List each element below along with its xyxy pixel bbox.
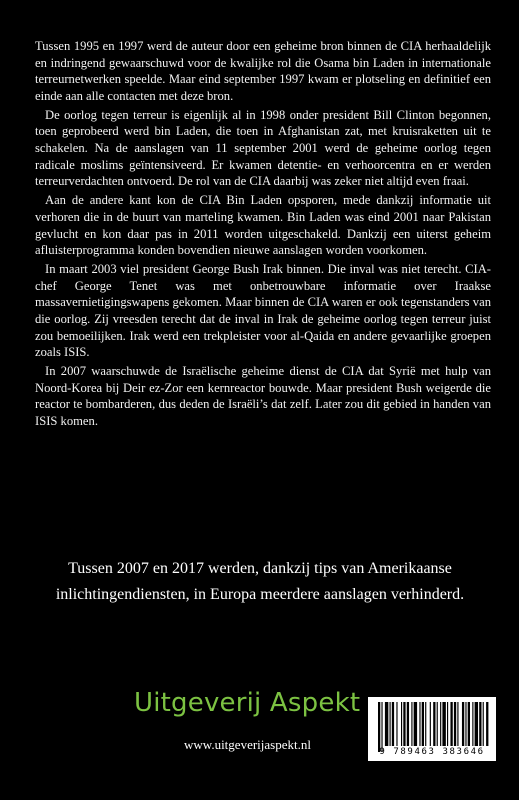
paragraph-2: De oorlog tegen terreur is eigenlijk al in 1998 onder president Bill Clinton begonnen, toen geprobeerd werd bin Laden, die toen in Afghanistan zat, met kruisraketten uit te schakelen. Na de aanslagen van 11 september 2001 werd de geheime oorlog tegen radicale moslims geïntensiveerd. Er kwamen detentie- en verhoorcentra en er werden terreurverdachten ontvoerd. De rol van de CIA daarbij was zeker niet altijd even fraai. [35,107,491,189]
paragraph-5: In 2007 waarschuwde de Israëlische geheime dienst de CIA dat Syrië met hulp van Noord-Korea bij Deir ez-Zor een kernreactor bouwde. Maar president Bush weigerde die reactor te bombarderen, dus deden de Israëli’s dat zelf. Later zou dit gebied in handen van ISIS komen. [35,364,491,429]
publisher-logo: Uitgeverij Aspekt [134,688,361,718]
publisher-url: www.uitgeverijaspekt.nl [184,737,311,752]
paragraph-1: Tussen 1995 en 1997 werd de auteur door een geheime bron binnen de CIA herhaaldelijk en indringend gewaarschuwd voor de kwalijke rol die Osama bin Laden in internationale terreurnetwerken speelde. Maar eind september 1997 kwam er plotseling en definitief een einde aan alle contacten met deze bron. [35,39,491,103]
isbn-number: 9 789463 383646 [379,747,485,757]
back-cover-text [35,38,491,432]
summary-text: Tussen 2007 en 2017 werden, dankzij tips van Amerikaanse inlichtingendiensten, in Europa meerdere aanslagen verhinderd. [55,560,465,603]
isbn-barcode [368,697,496,761]
paragraph-3: Aan de andere kant kon de CIA Bin Laden opsporen, mede dankzij informatie uit verhoren die in de buurt van marteling kwamen. Bin Laden was eind 2001 naar Pakistan gevlucht en kon daar pas in 2011 worden uitgeschakeld. Dankzij een uiterst geheim afluisterprogramma konden bovendien nieuwe aanslagen worden voorkomen. [35,193,491,258]
paragraph-4: In maart 2003 viel president George Bush Irak binnen. Die inval was niet terecht. CIA-chef George Tenet was met onbetrouwbare informatie over Iraakse massavernietigingswapens gekomen. Maar binnen de CIA waren er ook tegenstanders van die oorlog. Zij vreesden terecht dat de inval in Irak de geheime oorlog tegen terreur juist zou bemoeilijken. Irak werd een trekpleister voor al-Qaida en andere gevaarlijke groepen zoals ISIS. [35,262,491,360]
